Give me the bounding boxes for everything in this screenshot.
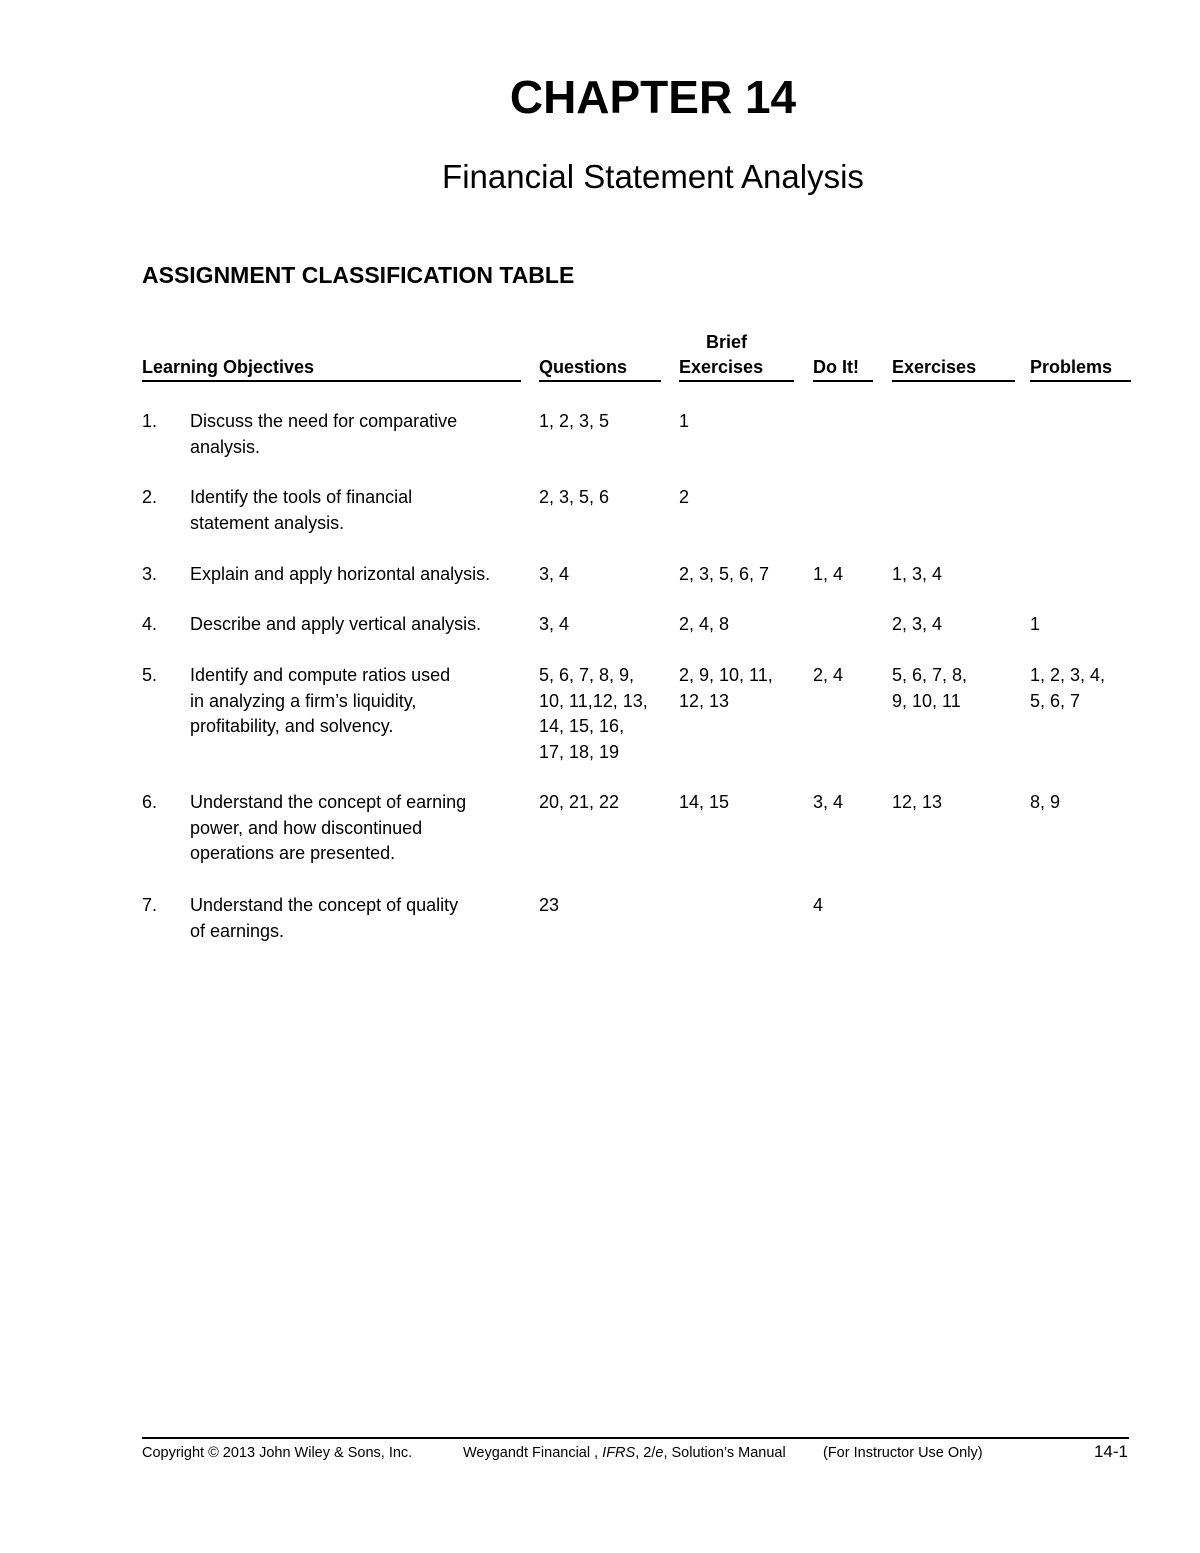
row-objective-line: of earnings. [190, 920, 285, 941]
row-number: 2. [142, 487, 158, 507]
row-objective-line: in analyzing a firm’s liquidity, [190, 690, 417, 711]
row-problems-line: 1, 2, 3, 4, [1030, 665, 1106, 685]
page-number: 14-1 [1093, 1442, 1128, 1461]
header-do-it: Do It! [813, 357, 873, 382]
row-problems-line: 5, 6, 7 [1030, 690, 1081, 711]
row-exercises-line: 1, 3, 4 [892, 564, 943, 584]
row-objective-line: Explain and apply horizontal analysis. [190, 564, 491, 584]
footer-note: (For Instructor Use Only) [823, 1445, 983, 1461]
row-number: 7. [142, 895, 158, 915]
row-problems-line: 1 [1030, 614, 1041, 634]
row-objective [190, 562, 490, 588]
row-problems-line: 8, 9 [1030, 792, 1061, 812]
header-questions: Questions [539, 357, 661, 382]
row-do-it-line: 1, 4 [813, 564, 844, 584]
row-brief-exercises-line: 2, 4, 8 [679, 614, 730, 634]
row-brief-exercises [679, 790, 729, 816]
row-do-it-line: 4 [813, 895, 824, 915]
row-questions-line: 10, 11,12, 13, [539, 690, 648, 711]
row-questions-line: 14, 15, 16, [539, 716, 625, 736]
header-learning-objectives: Learning Objectives [142, 357, 521, 382]
footer-book-pre: Weygandt Financial , [463, 1445, 599, 1461]
row-brief-exercises [679, 485, 689, 511]
header-brief-top: Brief [706, 332, 748, 352]
footer-book-post: , Solution’s Manual [663, 1445, 786, 1461]
row-do-it [813, 893, 823, 919]
row-do-it-line: 3, 4 [813, 792, 844, 812]
footer-copyright: Copyright © 2013 John Wiley & Sons, Inc. [142, 1445, 413, 1461]
row-brief-exercises-line: 2, 3, 5, 6, 7 [679, 564, 770, 584]
row-objective [190, 790, 466, 867]
row-problems [1030, 612, 1040, 638]
row-do-it-line: 2, 4 [813, 665, 844, 685]
row-do-it [813, 663, 843, 689]
row-number: 5. [142, 665, 158, 685]
row-exercises [892, 663, 967, 714]
row-problems [1030, 790, 1060, 816]
row-questions [539, 485, 609, 511]
row-number: 3. [142, 564, 158, 584]
row-number: 1. [142, 411, 158, 431]
row-questions-line: 20, 21, 22 [539, 792, 620, 812]
row-exercises-line: 2, 3, 4 [892, 614, 943, 634]
row-brief-exercises [679, 612, 729, 638]
header-problems: Problems [1030, 357, 1131, 382]
header-exercises: Exercises [892, 357, 1015, 382]
row-brief-exercises [679, 409, 689, 435]
row-brief-exercises [679, 562, 769, 588]
row-exercises [892, 612, 942, 638]
row-number: 4. [142, 614, 158, 634]
row-exercises-line: 9, 10, 11 [892, 690, 961, 711]
row-objective-line: analysis. [190, 436, 261, 457]
row-objective-line: Identify the tools of financial [190, 487, 413, 507]
row-brief-exercises [679, 663, 773, 714]
row-number: 6. [142, 792, 158, 812]
row-questions [539, 409, 609, 435]
row-questions [539, 790, 619, 816]
row-questions [539, 612, 569, 638]
row-exercises [892, 562, 942, 588]
footer-book [463, 1445, 786, 1461]
row-objective-line: Discuss the need for comparative [190, 411, 458, 431]
row-questions-line: 23 [539, 895, 560, 915]
row-objective-line: statement analysis. [190, 512, 345, 533]
row-brief-exercises-line: 14, 15 [679, 792, 730, 812]
row-objective [190, 893, 458, 944]
row-objective [190, 663, 450, 740]
chapter-title: CHAPTER 14 [509, 71, 797, 123]
row-exercises-line: 12, 13 [892, 792, 943, 812]
row-objective-line: power, and how discontinued [190, 817, 423, 838]
row-objective [190, 485, 412, 536]
section-title: ASSIGNMENT CLASSIFICATION TABLE [142, 262, 575, 288]
footer-rule [142, 1437, 1129, 1439]
row-questions-line: 5, 6, 7, 8, 9, [539, 665, 635, 685]
row-brief-exercises-line: 2 [679, 487, 690, 507]
row-objective [190, 409, 457, 460]
row-questions [539, 893, 559, 919]
row-questions-line: 3, 4 [539, 564, 570, 584]
row-questions-line: 1, 2, 3, 5 [539, 411, 610, 431]
row-brief-exercises-line: 12, 13 [679, 690, 730, 711]
footer-book-mid: , 2/ [635, 1445, 656, 1461]
row-objective-line: Identify and compute ratios used [190, 665, 451, 685]
row-questions [539, 562, 569, 588]
row-problems [1030, 663, 1105, 714]
row-objective [190, 612, 481, 638]
row-objective-line: profitability, and solvency. [190, 716, 394, 736]
footer-book-e: e [655, 1445, 664, 1461]
row-brief-exercises-line: 2, 9, 10, 11, [679, 665, 773, 685]
header-brief-exercises: Exercises [679, 357, 794, 382]
row-questions [539, 663, 648, 765]
row-exercises-line: 5, 6, 7, 8, [892, 665, 968, 685]
row-questions-line: 2, 3, 5, 6 [539, 487, 610, 507]
row-questions-line: 3, 4 [539, 614, 570, 634]
row-objective-line: operations are presented. [190, 843, 396, 863]
row-do-it [813, 562, 843, 588]
row-do-it [813, 790, 843, 816]
chapter-subtitle: Financial Statement Analysis [442, 158, 864, 195]
row-objective-line: Describe and apply vertical analysis. [190, 614, 482, 634]
footer-book-ifrs: IFRS [602, 1445, 636, 1461]
row-exercises [892, 790, 942, 816]
row-questions-line: 17, 18, 19 [539, 741, 620, 762]
row-objective-line: Understand the concept of quality [190, 895, 459, 915]
row-brief-exercises-line: 1 [679, 411, 690, 431]
row-objective-line: Understand the concept of earning [190, 792, 467, 812]
